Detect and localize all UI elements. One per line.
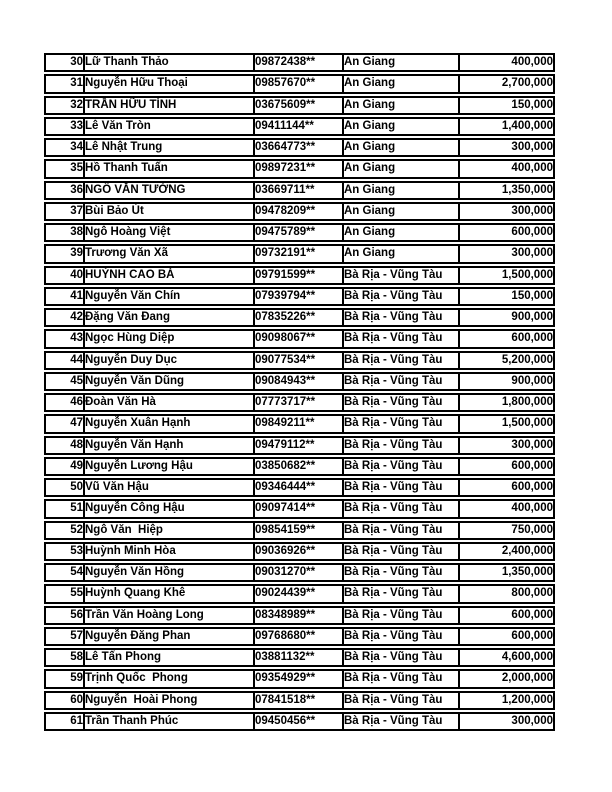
donor-name-cell: Đoàn Văn Hà <box>83 393 253 412</box>
province-cell: Bà Rịa - Vũng Tàu <box>342 287 458 306</box>
donor-name-cell: Lê Tấn Phong <box>83 648 253 667</box>
phone-number-cell: 09098067** <box>253 329 342 348</box>
amount-cell: 1,200,000 <box>458 691 555 710</box>
table-row <box>44 606 555 625</box>
row-number-cell: 42 <box>44 308 83 327</box>
row-number-cell: 38 <box>44 223 83 242</box>
table-row <box>44 181 555 200</box>
phone-number-cell: 03675609** <box>253 96 342 115</box>
table-row <box>44 393 555 412</box>
row-number-cell: 58 <box>44 648 83 667</box>
row-number-cell: 60 <box>44 691 83 710</box>
province-cell: An Giang <box>342 117 458 136</box>
row-number-cell: 37 <box>44 202 83 221</box>
phone-number-cell: 07835226** <box>253 308 342 327</box>
province-cell: Bà Rịa - Vũng Tàu <box>342 499 458 518</box>
phone-number-cell: 03664773** <box>253 138 342 157</box>
amount-cell: 300,000 <box>458 202 555 221</box>
phone-number-cell: 09354929** <box>253 669 342 688</box>
phone-number-cell: 09897231** <box>253 159 342 178</box>
donor-name-cell: Hồ Thanh Tuấn <box>83 159 253 178</box>
table-row <box>44 202 555 221</box>
phone-number-cell: 09791599** <box>253 266 342 285</box>
phone-number-cell: 09849211** <box>253 414 342 433</box>
amount-cell: 300,000 <box>458 138 555 157</box>
amount-cell: 2,000,000 <box>458 669 555 688</box>
phone-number-cell: 09411144** <box>253 117 342 136</box>
table-row <box>44 372 555 391</box>
amount-cell: 300,000 <box>458 712 555 731</box>
phone-number-cell: 09084943** <box>253 372 342 391</box>
donor-name-cell: Nguyễn Duy Dục <box>83 351 253 370</box>
donor-name-cell: Ngô Văn Hiệp <box>83 521 253 540</box>
donor-name-cell: Trương Văn Xã <box>83 244 253 263</box>
row-number-cell: 48 <box>44 436 83 455</box>
phone-number-cell: 07939794** <box>253 287 342 306</box>
table-row <box>44 499 555 518</box>
table-row <box>44 436 555 455</box>
province-cell: Bà Rịa - Vũng Tàu <box>342 563 458 582</box>
phone-number-cell: 09768680** <box>253 627 342 646</box>
row-number-cell: 39 <box>44 244 83 263</box>
row-number-cell: 59 <box>44 669 83 688</box>
table-row <box>44 117 555 136</box>
phone-number-cell: 03850682** <box>253 457 342 476</box>
row-number-cell: 55 <box>44 584 83 603</box>
table-row <box>44 351 555 370</box>
province-cell: Bà Rịa - Vũng Tàu <box>342 414 458 433</box>
donor-name-cell: Nguyễn Văn Hạnh <box>83 436 253 455</box>
province-cell: Bà Rịa - Vũng Tàu <box>342 648 458 667</box>
phone-number-cell: 09854159** <box>253 521 342 540</box>
donor-name-cell: Huỳnh Quang Khê <box>83 584 253 603</box>
amount-cell: 5,200,000 <box>458 351 555 370</box>
phone-number-cell: 09872438** <box>253 53 342 72</box>
row-number-cell: 44 <box>44 351 83 370</box>
row-number-cell: 35 <box>44 159 83 178</box>
amount-cell: 2,400,000 <box>458 542 555 561</box>
row-number-cell: 43 <box>44 329 83 348</box>
donor-name-cell: Nguyễn Văn Hồng <box>83 563 253 582</box>
donor-name-cell: Đặng Văn Đang <box>83 308 253 327</box>
amount-cell: 600,000 <box>458 627 555 646</box>
donor-name-cell: Trịnh Quốc Phong <box>83 669 253 688</box>
donor-name-cell: Nguyễn Hữu Thoại <box>83 74 253 93</box>
province-cell: Bà Rịa - Vũng Tàu <box>342 521 458 540</box>
row-number-cell: 33 <box>44 117 83 136</box>
phone-number-cell: 03669711** <box>253 181 342 200</box>
row-number-cell: 53 <box>44 542 83 561</box>
phone-number-cell: 09857670** <box>253 74 342 93</box>
amount-cell: 1,350,000 <box>458 181 555 200</box>
province-cell: An Giang <box>342 244 458 263</box>
row-number-cell: 49 <box>44 457 83 476</box>
province-cell: Bà Rịa - Vũng Tàu <box>342 351 458 370</box>
province-cell: Bà Rịa - Vũng Tàu <box>342 584 458 603</box>
phone-number-cell: 09077534** <box>253 351 342 370</box>
amount-cell: 2,700,000 <box>458 74 555 93</box>
table-row <box>44 521 555 540</box>
amount-cell: 600,000 <box>458 606 555 625</box>
province-cell: Bà Rịa - Vũng Tàu <box>342 393 458 412</box>
row-number-cell: 61 <box>44 712 83 731</box>
donor-name-cell: Ngô Hoàng Việt <box>83 223 253 242</box>
amount-cell: 1,400,000 <box>458 117 555 136</box>
amount-cell: 900,000 <box>458 372 555 391</box>
row-number-cell: 32 <box>44 96 83 115</box>
amount-cell: 600,000 <box>458 329 555 348</box>
donor-name-cell: NGÔ VĂN TƯỜNG <box>83 181 253 200</box>
province-cell: Bà Rịa - Vũng Tàu <box>342 669 458 688</box>
phone-number-cell: 09346444** <box>253 478 342 497</box>
table-row <box>44 712 555 731</box>
table-row <box>44 159 555 178</box>
table-row <box>44 669 555 688</box>
donor-name-cell: Trần Văn Hoàng Long <box>83 606 253 625</box>
table-row <box>44 648 555 667</box>
donor-name-cell: Lữ Thanh Thảo <box>83 53 253 72</box>
amount-cell: 600,000 <box>458 478 555 497</box>
row-number-cell: 46 <box>44 393 83 412</box>
table-row <box>44 266 555 285</box>
donor-name-cell: Nguyễn Đăng Phan <box>83 627 253 646</box>
amount-cell: 400,000 <box>458 159 555 178</box>
phone-number-cell: 09478209** <box>253 202 342 221</box>
row-number-cell: 45 <box>44 372 83 391</box>
donor-name-cell: Nguyễn Lương Hậu <box>83 457 253 476</box>
table-row <box>44 308 555 327</box>
row-number-cell: 30 <box>44 53 83 72</box>
row-number-cell: 50 <box>44 478 83 497</box>
row-number-cell: 41 <box>44 287 83 306</box>
row-number-cell: 56 <box>44 606 83 625</box>
table-row <box>44 74 555 93</box>
table-row <box>44 691 555 710</box>
phone-number-cell: 03881132** <box>253 648 342 667</box>
row-number-cell: 57 <box>44 627 83 646</box>
row-number-cell: 36 <box>44 181 83 200</box>
row-number-cell: 34 <box>44 138 83 157</box>
row-number-cell: 47 <box>44 414 83 433</box>
province-cell: An Giang <box>342 53 458 72</box>
amount-cell: 1,500,000 <box>458 266 555 285</box>
province-cell: Bà Rịa - Vũng Tàu <box>342 329 458 348</box>
amount-cell: 1,350,000 <box>458 563 555 582</box>
phone-number-cell: 09024439** <box>253 584 342 603</box>
table-row <box>44 584 555 603</box>
province-cell: An Giang <box>342 223 458 242</box>
amount-cell: 400,000 <box>458 499 555 518</box>
province-cell: An Giang <box>342 74 458 93</box>
province-cell: An Giang <box>342 96 458 115</box>
amount-cell: 750,000 <box>458 521 555 540</box>
province-cell: Bà Rịa - Vũng Tàu <box>342 457 458 476</box>
table-row <box>44 627 555 646</box>
table-row <box>44 244 555 263</box>
province-cell: Bà Rịa - Vũng Tàu <box>342 712 458 731</box>
amount-cell: 600,000 <box>458 223 555 242</box>
row-number-cell: 51 <box>44 499 83 518</box>
donor-name-cell: Nguyễn Xuân Hạnh <box>83 414 253 433</box>
phone-number-cell: 09479112** <box>253 436 342 455</box>
amount-cell: 1,500,000 <box>458 414 555 433</box>
amount-cell: 900,000 <box>458 308 555 327</box>
table-row <box>44 457 555 476</box>
amount-cell: 600,000 <box>458 457 555 476</box>
row-number-cell: 54 <box>44 563 83 582</box>
row-number-cell: 31 <box>44 74 83 93</box>
province-cell: An Giang <box>342 202 458 221</box>
row-number-cell: 40 <box>44 266 83 285</box>
donor-name-cell: Lê Nhật Trung <box>83 138 253 157</box>
donor-name-cell: Nguyễn Văn Dũng <box>83 372 253 391</box>
table-row <box>44 223 555 242</box>
phone-number-cell: 09097414** <box>253 499 342 518</box>
donor-name-cell: TRẦN HỮU TÍNH <box>83 96 253 115</box>
table-row <box>44 414 555 433</box>
phone-number-cell: 08348989** <box>253 606 342 625</box>
amount-cell: 300,000 <box>458 436 555 455</box>
donor-name-cell: Bùi Bảo Út <box>83 202 253 221</box>
table-row <box>44 563 555 582</box>
table-row <box>44 96 555 115</box>
phone-number-cell: 09732191** <box>253 244 342 263</box>
province-cell: An Giang <box>342 181 458 200</box>
table-row <box>44 53 555 72</box>
donor-name-cell: HUỲNH CAO BÁ <box>83 266 253 285</box>
province-cell: Bà Rịa - Vũng Tàu <box>342 478 458 497</box>
amount-cell: 150,000 <box>458 96 555 115</box>
table-row <box>44 287 555 306</box>
donor-name-cell: Nguyễn Công Hậu <box>83 499 253 518</box>
donor-name-cell: Trần Thanh Phúc <box>83 712 253 731</box>
donor-name-cell: Nguyễn Văn Chín <box>83 287 253 306</box>
amount-cell: 300,000 <box>458 244 555 263</box>
donor-list-table <box>44 51 555 733</box>
phone-number-cell: 09475789** <box>253 223 342 242</box>
amount-cell: 400,000 <box>458 53 555 72</box>
province-cell: Bà Rịa - Vũng Tàu <box>342 308 458 327</box>
donor-table-body <box>44 53 555 731</box>
amount-cell: 1,800,000 <box>458 393 555 412</box>
table-row <box>44 478 555 497</box>
province-cell: Bà Rịa - Vũng Tàu <box>342 606 458 625</box>
phone-number-cell: 07773717** <box>253 393 342 412</box>
table-row <box>44 329 555 348</box>
province-cell: Bà Rịa - Vũng Tàu <box>342 691 458 710</box>
province-cell: Bà Rịa - Vũng Tàu <box>342 436 458 455</box>
donor-name-cell: Ngọc Hùng Diệp <box>83 329 253 348</box>
phone-number-cell: 07841518** <box>253 691 342 710</box>
province-cell: An Giang <box>342 138 458 157</box>
donor-name-cell: Vũ Văn Hậu <box>83 478 253 497</box>
donor-name-cell: Lê Văn Tròn <box>83 117 253 136</box>
province-cell: Bà Rịa - Vũng Tàu <box>342 372 458 391</box>
table-row <box>44 542 555 561</box>
amount-cell: 800,000 <box>458 584 555 603</box>
amount-cell: 150,000 <box>458 287 555 306</box>
donor-name-cell: Huỳnh Minh Hòa <box>83 542 253 561</box>
phone-number-cell: 09036926** <box>253 542 342 561</box>
phone-number-cell: 09450456** <box>253 712 342 731</box>
table-row <box>44 138 555 157</box>
province-cell: Bà Rịa - Vũng Tàu <box>342 542 458 561</box>
phone-number-cell: 09031270** <box>253 563 342 582</box>
province-cell: Bà Rịa - Vũng Tàu <box>342 266 458 285</box>
province-cell: Bà Rịa - Vũng Tàu <box>342 627 458 646</box>
province-cell: An Giang <box>342 159 458 178</box>
donor-name-cell: Nguyễn Hoài Phong <box>83 691 253 710</box>
amount-cell: 4,600,000 <box>458 648 555 667</box>
row-number-cell: 52 <box>44 521 83 540</box>
